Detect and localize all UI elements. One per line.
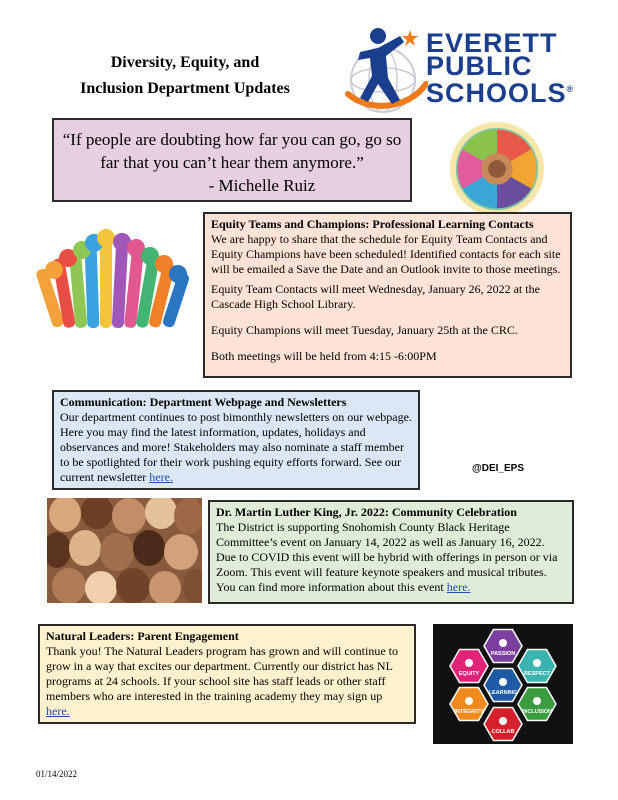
equity-teams-heading: Equity Teams and Champions: Professional Learning Contacts [211,217,534,231]
natural-leaders-signup-link[interactable]: here. [46,704,70,718]
equity-teams-para-4: Both meetings will be held from 4:15 -6:00PM [211,349,437,363]
natural-leaders-section [38,624,416,724]
value-label-equity: EQUITY [458,671,480,677]
mlk-celebration-section [208,500,574,604]
equity-teams-para-1: We are happy to share that the schedule for Equity Team Contacts and Equity Champions have been scheduled! Identified contacts for each site will be emailed a Save the Date and an Outlook invite to those meetings. [211,232,561,276]
social-handle: @DEI_EPS [472,463,524,474]
value-icon-equity [465,659,473,667]
raised-hands-image [36,228,201,348]
newsletter-link[interactable]: here. [149,470,173,484]
natural-leaders-body: Thank you! The Natural Leaders program has grown and will continue to grow in a way that excites our department. Currently our district has NL programs at 24 schools. If your school site has staff leads or other staff members who are interested in the training academy they may sign up here. [46,644,399,718]
value-label-passion: PASSION [490,651,516,657]
value-icon-inclusion [533,697,541,705]
value-label-collab: COLLAB [491,729,515,735]
value-icon-respect [533,659,541,667]
value-label-inclusion: INCLUSION [521,709,553,715]
communication-section [52,390,420,490]
value-label-learning: LEARNING [488,690,518,696]
footer-date: 01/14/2022 [36,769,78,779]
communication-heading: Communication: Department Webpage and Newsletters [60,395,347,409]
value-icon-integrity [465,697,473,705]
logo-line-1: EVERETT [426,28,558,58]
quote-author: - Michelle Ruiz [208,176,316,195]
value-icon-learning [499,678,507,686]
quote-line-1: “If people are doubting how far you can go, go so [62,130,402,149]
mlk-heading: Dr. Martin Luther King, Jr. 2022: Community Celebration [216,505,517,519]
value-icon-collab [499,717,507,725]
quote-line-2: far that you can’t hear them anymore.” [100,153,364,172]
title-line-1: Diversity, Equity, and [110,54,260,71]
communication-body: Our department continues to post bimonthly newsletters on our webpage. Here you may find the latest information, updates, holidays and observances and more! Stakeholders may also nominate a staff member to be spotlighted for their work pushing equity efforts forward. See our current newsletter here. [60,410,412,484]
mlk-event-link[interactable]: here. [446,580,471,594]
title-line-2: Inclusion Department Updates [80,80,290,97]
value-icon-passion [499,639,507,647]
value-label-respect: RESPECT [524,671,550,677]
logo-figure-icon [338,22,428,122]
equity-teams-para-3: Equity Champions will meet Tuesday, January 25th at the CRC. [211,323,518,337]
logo-line-2: PUBLIC [426,51,533,81]
page-title [40,50,330,102]
values-hexagon-graphic [433,624,573,744]
equity-teams-section [203,212,572,378]
logo-line-3: SCHOOLS® [426,78,575,108]
value-label-integrity: INTEGRITY [454,709,484,715]
logo-text [426,28,575,108]
quote-box [52,118,412,202]
paper-faces-collage-image [47,498,202,603]
everett-public-schools-logo [338,22,578,122]
mlk-body: The District is supporting Snohomish County Black Heritage Committee’s event on January 14, 2022 as well as January 16, 2022. Due to COVID this event will be hybrid with offerings in person or via Zoom. This event will feature keynote speakers and musical tributes. You can find more information about this event here. [216,520,558,594]
equity-teams-para-2: Equity Team Contacts will meet Wednesday, January 26, 2022 at the Cascade High School Library. [211,282,540,311]
natural-leaders-heading: Natural Leaders: Parent Engagement [46,629,239,643]
circle-hands-image [448,120,546,218]
